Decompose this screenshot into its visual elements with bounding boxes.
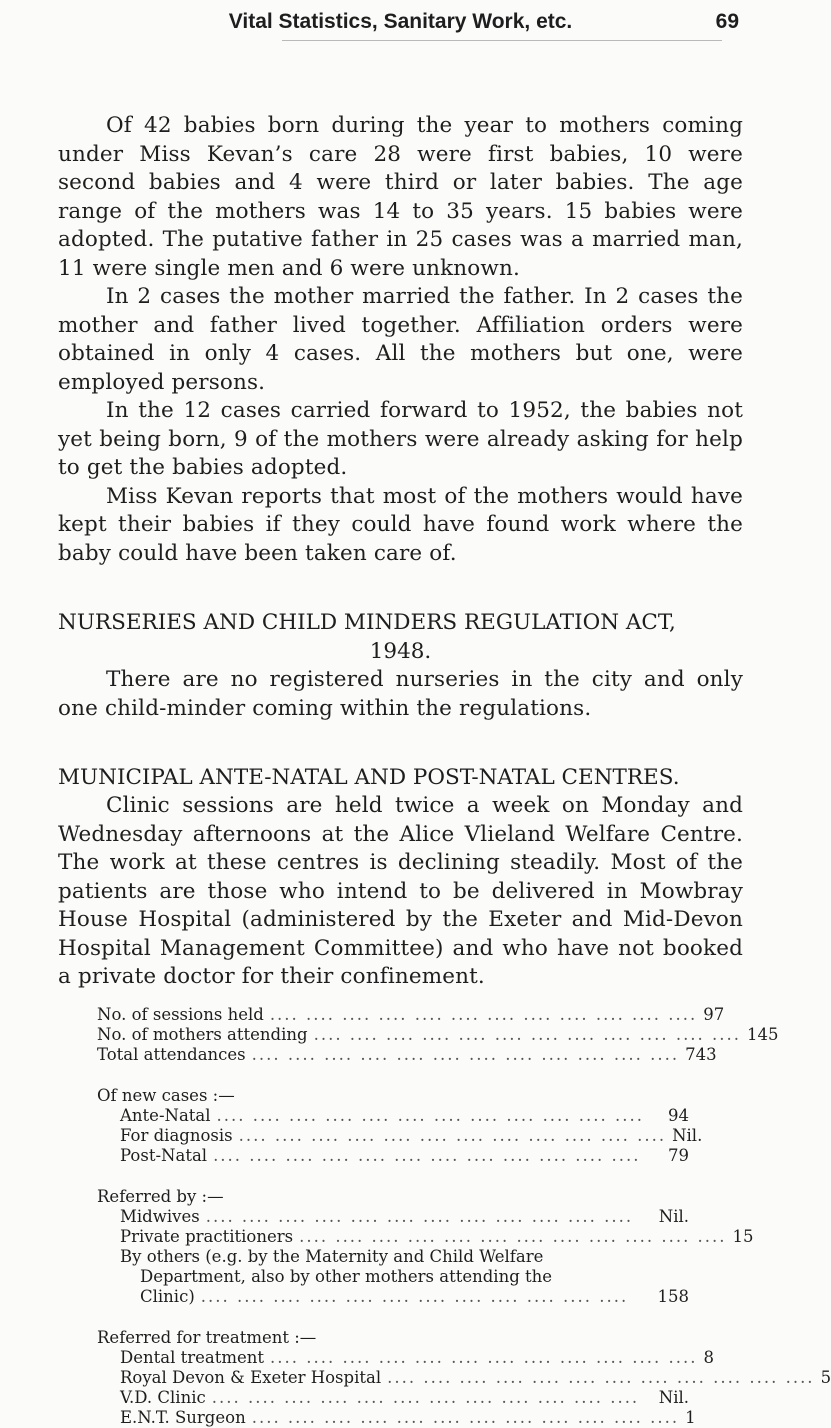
stat-label: Ante-Natal — [120, 1106, 211, 1125]
stat-label: Private practitioners — [120, 1227, 294, 1246]
stat-label: No. of sessions held — [97, 1005, 264, 1024]
stat-row-attendances — [97, 1045, 717, 1065]
stat-label: Total attendances — [97, 1045, 246, 1064]
stat-value: 8 — [703, 1348, 714, 1367]
header-rule — [282, 40, 722, 41]
leader-dots: .... .... .... .... .... .... .... .... .... .... .... .... — [299, 1227, 727, 1246]
statistics-list — [97, 1005, 831, 1428]
leader-dots: .... .... .... .... .... .... .... .... .... .... .... .... — [238, 1126, 667, 1145]
paragraph-babies: Of 42 babies born during the year to mothers coming under Miss Kevan’s care 28 were first babies, 10 were second babies and 4 were third or later babies. The age range of the mothers was 14 to 35 years. 15 babies were adopted. The putative father in 25 cases was a married man, 11 were single men and 6 were unknown. — [58, 113, 743, 281]
leader-dots: .... .... .... .... .... .... .... .... .... .... .... .... — [251, 1045, 680, 1064]
stat-label: Midwives — [120, 1207, 200, 1226]
paragraph-carried-forward: In the 12 cases carried forward to 1952, the babies not yet being born, 9 of the mothers were already asking for help to get the babies adopted. — [58, 398, 743, 480]
stat-label: Dental treatment — [120, 1348, 265, 1367]
leader-dots: .... .... .... .... .... .... .... .... .... .... .... .... — [213, 1146, 641, 1165]
page-number: 69 — [715, 10, 739, 33]
leader-dots: .... .... .... .... .... .... .... .... .... .... .... .... — [216, 1106, 644, 1125]
heading-nurseries-line2: 1948. — [369, 639, 432, 664]
stat-others-line2: Department, also by other mothers attending the — [140, 1267, 553, 1286]
stat-value: 1 — [685, 1408, 696, 1427]
stat-label: Clinic) — [140, 1287, 195, 1306]
stat-value: 5 — [820, 1368, 831, 1387]
heading-nurseries-line1: NURSERIES AND CHILD MINDERS REGULATION ACT, — [58, 610, 676, 635]
group-label-new-cases: Of new cases :— — [97, 1086, 235, 1105]
group-label-referred: Referred by :— — [97, 1187, 224, 1206]
stat-value: 743 — [685, 1045, 717, 1064]
leader-dots: .... .... .... .... .... .... .... .... .... .... .... .... — [269, 1005, 698, 1024]
stat-label: For diagnosis — [120, 1126, 233, 1145]
stat-row-midwives — [97, 1207, 689, 1227]
paragraph-report: Miss Kevan reports that most of the mothers would have kept their babies if they could have found work where the baby could have been taken care of. — [58, 483, 743, 566]
leader-dots: .... .... .... .... .... .... .... .... .... .... .... .... — [387, 1368, 815, 1387]
stat-value: 15 — [732, 1227, 754, 1246]
stat-label: Royal Devon & Exeter Hospital — [120, 1368, 382, 1387]
stat-row-diagnosis — [97, 1126, 703, 1146]
stat-others-text — [97, 1247, 689, 1287]
stat-row-private — [97, 1227, 754, 1247]
body-text — [58, 112, 743, 992]
paragraph-marriage: In 2 cases the mother married the father. In 2 cases the mother and father lived together. Affiliation orders were obtained in only 4 cases. All the mothers but one, were employed persons. — [58, 284, 743, 395]
stat-row-ante-natal — [97, 1106, 689, 1126]
stat-row-vd-clinic — [97, 1388, 689, 1408]
stat-label: E.N.T. Surgeon — [120, 1408, 246, 1427]
paragraph-nurseries: There are no registered nurseries in the city and only one child-minder coming within the regulations. — [58, 667, 743, 721]
leader-dots: .... .... .... .... .... .... .... .... .... .... .... .... — [205, 1207, 634, 1226]
stat-value: Nil. — [658, 1207, 689, 1226]
stat-value: 145 — [747, 1025, 779, 1044]
page-header — [0, 6, 801, 42]
group-label-treatment: Referred for treatment :— — [97, 1328, 317, 1347]
stat-row-sessions — [97, 1005, 725, 1025]
stat-label: Post-Natal — [120, 1146, 208, 1165]
leader-dots: .... .... .... .... .... .... .... .... .... .... .... .... — [251, 1408, 680, 1427]
stat-others-line1: By others (e.g. by the Maternity and Child Welfare — [120, 1247, 544, 1266]
stat-row-mothers — [97, 1025, 779, 1045]
running-title: Vital Statistics, Sanitary Work, etc. — [228, 10, 573, 33]
stat-row-post-natal — [97, 1146, 689, 1166]
stat-row-ent — [97, 1408, 696, 1428]
stat-label: No. of mothers attending — [97, 1025, 308, 1044]
heading-centres: MUNICIPAL ANTE-NATAL AND POST-NATAL CENTRES. — [58, 765, 680, 790]
leader-dots: .... .... .... .... .... .... .... .... .... .... .... .... — [211, 1388, 640, 1407]
stat-row-royal-devon — [97, 1368, 831, 1388]
leader-dots: .... .... .... .... .... .... .... .... .... .... .... .... — [313, 1025, 742, 1044]
stat-label: V.D. Clinic — [120, 1388, 206, 1407]
heading-nurseries — [58, 608, 743, 666]
stat-row-others — [97, 1287, 689, 1307]
stat-value: 94 — [668, 1106, 689, 1125]
stat-value: Nil. — [672, 1126, 703, 1145]
stat-value: Nil. — [658, 1388, 689, 1407]
stat-value: 79 — [668, 1146, 689, 1165]
stat-row-dental — [97, 1348, 714, 1368]
leader-dots: .... .... .... .... .... .... .... .... .... .... .... .... — [200, 1287, 629, 1306]
paragraph-centres: Clinic sessions are held twice a week on Monday and Wednesday afternoons at the Alice Vlieland Welfare Centre. The work at these centres is declining steadily. Most of the patients are those who intend to be delivered in Mowbray House Hospital (administered by the Exeter and Mid-Devon Hospital Management Committee) and who have not booked a private doctor for their confinement. — [58, 793, 743, 989]
stat-value: 158 — [657, 1287, 689, 1306]
stat-value: 97 — [703, 1005, 725, 1024]
leader-dots: .... .... .... .... .... .... .... .... .... .... .... .... — [270, 1348, 698, 1367]
